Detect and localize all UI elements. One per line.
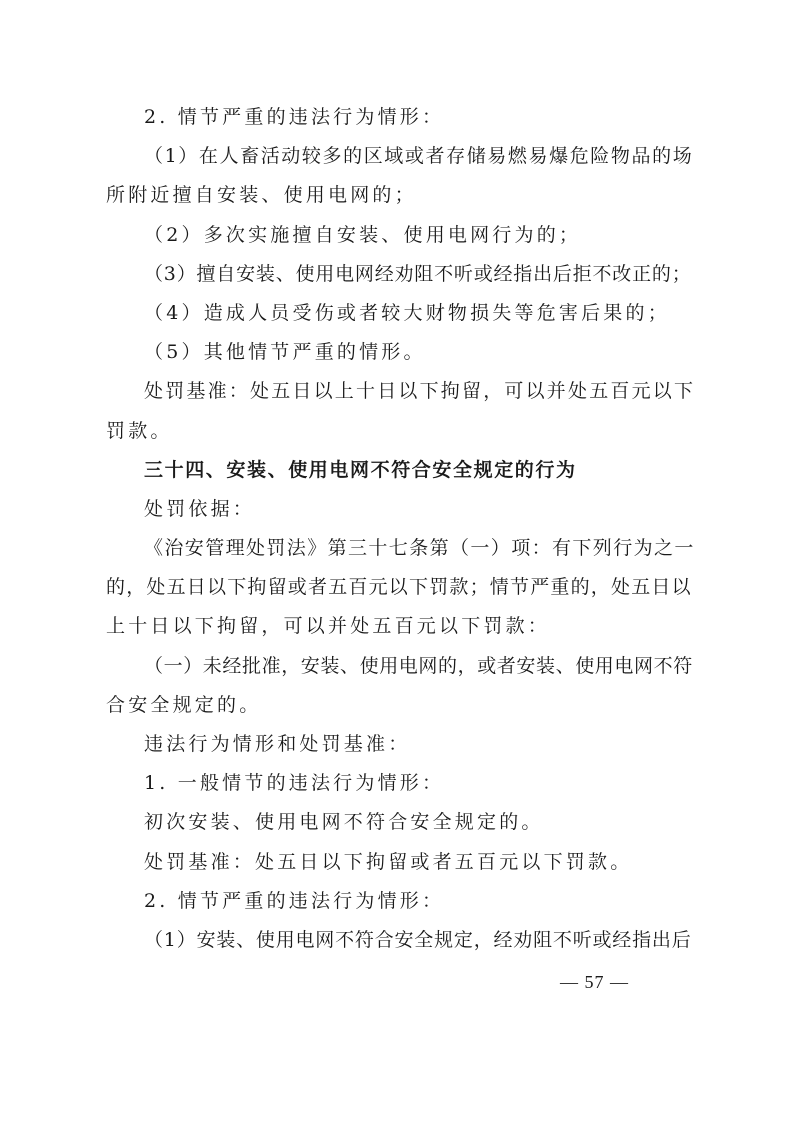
paragraph-line: 合安全规定的。 <box>106 693 262 716</box>
paragraph-line: （1）安装、使用电网不符合安全规定，经劝阻不听或经指出后 <box>144 928 692 951</box>
paragraph-line: （一）未经批准，安装、使用电网的，或者安装、使用电网不符 <box>144 654 693 677</box>
paragraph-line: 《治安管理处罚法》第三十七条第（一）项：有下列行为之一 <box>144 537 695 560</box>
paragraph-line: （4）造成人员受伤或者较大财物损失等危害后果的； <box>144 301 670 324</box>
section-heading: 三十四、安装、使用电网不符合安全规定的行为 <box>144 458 577 481</box>
page-number: — 57 — <box>560 972 629 992</box>
paragraph-line: 2. 情节严重的违法行为情形： <box>144 889 445 912</box>
paragraph-line: 初次安装、使用电网不符合安全规定的。 <box>144 811 544 834</box>
paragraph-line: 上十日以下拘留，可以并处五百元以下罚款： <box>106 615 551 638</box>
paragraph-line: （2）多次实施擅自安装、使用电网行为的； <box>144 223 582 246</box>
paragraph-line: 处罚依据： <box>144 497 256 520</box>
paragraph-line: 违法行为情形和处罚基准： <box>144 733 411 755</box>
paragraph-line: 处罚基准：处五日以上十日以下拘留，可以并处五百元以下 <box>144 380 696 403</box>
paragraph-line: 的，处五日以下拘留或者五百元以下罚款；情节严重的，处五日以 <box>106 576 692 599</box>
paragraph-line: 处罚基准：处五日以下拘留或者五百元以下罚款。 <box>144 850 633 873</box>
paragraph-line: 2. 情节严重的违法行为情形： <box>144 106 445 128</box>
document-body <box>106 98 696 960</box>
paragraph-line: （5）其他情节严重的情形。 <box>144 341 426 364</box>
paragraph-line: 1. 一般情节的违法行为情形： <box>144 772 445 795</box>
paragraph-line: 所附近擅自安装、使用电网的； <box>106 184 417 207</box>
paragraph-line: （3）擅自安装、使用电网经劝阻不听或经指出后拒不改正的； <box>144 262 692 285</box>
paragraph-line: （1）在人畜活动较多的区域或者存储易燃易爆危险物品的场 <box>144 145 694 168</box>
paragraph-line: 罚款。 <box>106 419 173 442</box>
